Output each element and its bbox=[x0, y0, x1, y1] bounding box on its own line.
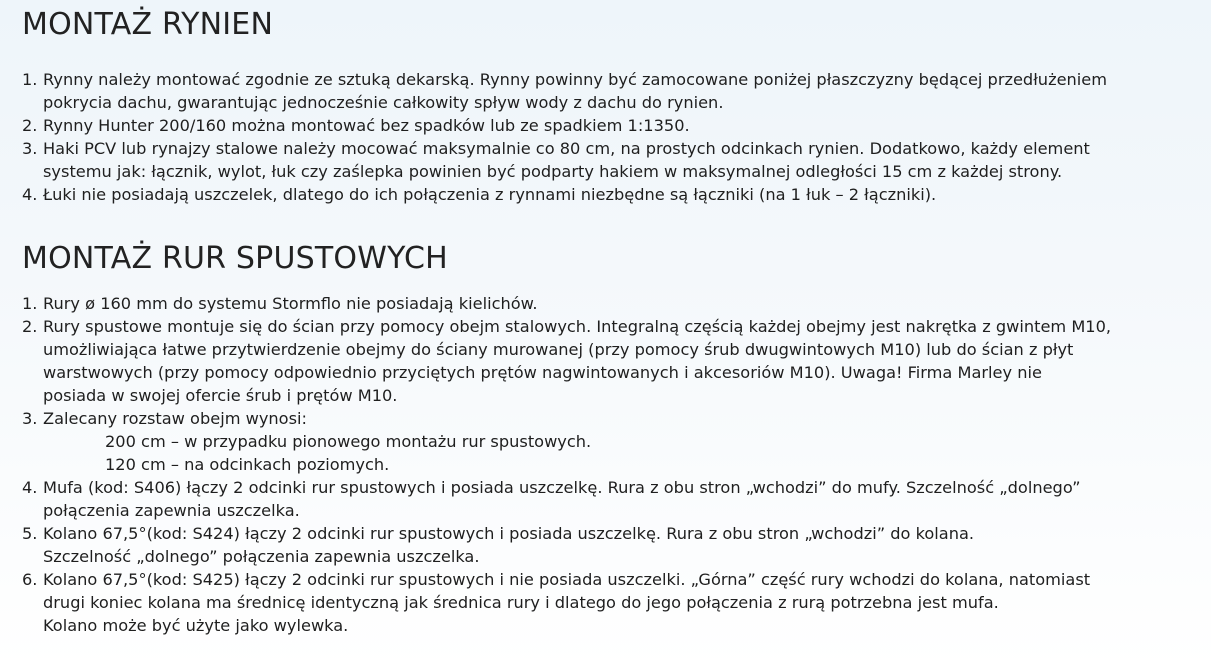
item-number: 3. bbox=[22, 139, 38, 158]
list-item bbox=[22, 568, 1202, 637]
item-text-line: Rury spustowe montuje się do ścian przy pomocy obejm stalowych. Integralną częścią każdej obejmy jest nakrętka z gwintem M10, bbox=[43, 317, 1112, 336]
item-text-line: połączenia zapewnia uszczelka. bbox=[43, 501, 300, 520]
item-number: 1. bbox=[22, 70, 38, 89]
item-text-line: Haki PCV lub rynajzy stalowe należy mocować maksymalnie co 80 cm, na prostych odcinkach rynien. Dodatkowo, każdy element bbox=[43, 139, 1090, 158]
list-item bbox=[22, 183, 1202, 206]
item-text-line: umożliwiająca łatwe przytwierdzenie obejmy do ściany murowanej (przy pomocy śrub dwugwintowych M10) lub do ścian z płyt bbox=[43, 340, 1074, 359]
item-text-line: posiada w swojej ofercie śrub i prętów M10. bbox=[43, 386, 398, 405]
item-text-line: drugi koniec kolana ma średnicę identyczną jak średnica rury i dlatego do jego połączenia z rurą potrzebna jest mufa. bbox=[43, 593, 999, 612]
item-text-line: Kolano 67,5°(kod: S424) łączy 2 odcinki rur spustowych i posiada uszczelkę. Rura z obu stron „wchodzi” do kolana. bbox=[43, 524, 975, 543]
item-number: 3. bbox=[22, 409, 38, 428]
item-text-line: systemu jak: łącznik, wylot, łuk czy zaślepka powinien być podparty hakiem w maksymalnej odległości 15 cm z każdej strony. bbox=[43, 162, 1063, 181]
numbered-list bbox=[22, 292, 1202, 637]
item-text-line: Rynny Hunter 200/160 można montować bez spadków lub ze spadkiem 1:1350. bbox=[43, 116, 690, 135]
section-downpipe-installation bbox=[22, 240, 1202, 637]
item-number: 6. bbox=[22, 570, 38, 589]
numbered-list bbox=[22, 68, 1202, 206]
item-text-line: Kolano 67,5°(kod: S425) łączy 2 odcinki rur spustowych i nie posiada uszczelki. „Górna” część rury wchodzi do kolana, natomiast bbox=[43, 570, 1091, 589]
item-number: 1. bbox=[22, 294, 38, 313]
item-text-line: Rury ø 160 mm do systemu Stormflo nie posiadają kielichów. bbox=[43, 294, 538, 313]
list-item bbox=[22, 476, 1202, 522]
sub-item-line: 120 cm – na odcinkach poziomych. bbox=[105, 455, 390, 474]
item-text-line: Rynny należy montować zgodnie ze sztuką dekarską. Rynny powinny być zamocowane poniżej płaszczyzny będącej przedłużeniem bbox=[43, 70, 1108, 89]
section-gutter-installation bbox=[22, 6, 1202, 206]
section-title: MONTAŻ RYNIEN bbox=[22, 7, 274, 42]
item-number: 2. bbox=[22, 116, 38, 135]
item-text-line: Mufa (kod: S406) łączy 2 odcinki rur spustowych i posiada uszczelkę. Rura z obu stron „wchodzi” do mufy. Szczelność „dolnego” bbox=[43, 478, 1081, 497]
item-number: 5. bbox=[22, 524, 38, 543]
sub-item-line: 200 cm – w przypadku pionowego montażu rur spustowych. bbox=[105, 432, 592, 451]
list-item bbox=[22, 407, 1202, 476]
item-text-line: Kolano może być użyte jako wylewka. bbox=[43, 616, 349, 635]
list-item bbox=[22, 292, 1202, 315]
list-item bbox=[22, 114, 1202, 137]
item-number: 4. bbox=[22, 185, 38, 204]
item-number: 2. bbox=[22, 317, 38, 336]
item-text-line: Szczelność „dolnego” połączenia zapewnia uszczelka. bbox=[43, 547, 480, 566]
item-text-line: Zalecany rozstaw obejm wynosi: bbox=[43, 409, 307, 428]
list-item bbox=[22, 522, 1202, 568]
list-item bbox=[22, 68, 1202, 114]
item-text-line: warstwowych (przy pomocy odpowiednio przyciętych prętów nagwintowanych i akcesoriów M10). Uwaga! Firma Marley nie bbox=[43, 363, 1042, 382]
document-page bbox=[22, 6, 1202, 637]
item-text-line: pokrycia dachu, gwarantując jednocześnie całkowity spływ wody z dachu do rynien. bbox=[43, 93, 724, 112]
list-item bbox=[22, 137, 1202, 183]
list-item bbox=[22, 315, 1202, 407]
section-title: MONTAŻ RUR SPUSTOWYCH bbox=[22, 241, 448, 276]
item-text-line: Łuki nie posiadają uszczelek, dlatego do ich połączenia z rynnami niezbędne są łączniki (na 1 łuk – 2 łączniki). bbox=[43, 185, 937, 204]
item-number: 4. bbox=[22, 478, 38, 497]
